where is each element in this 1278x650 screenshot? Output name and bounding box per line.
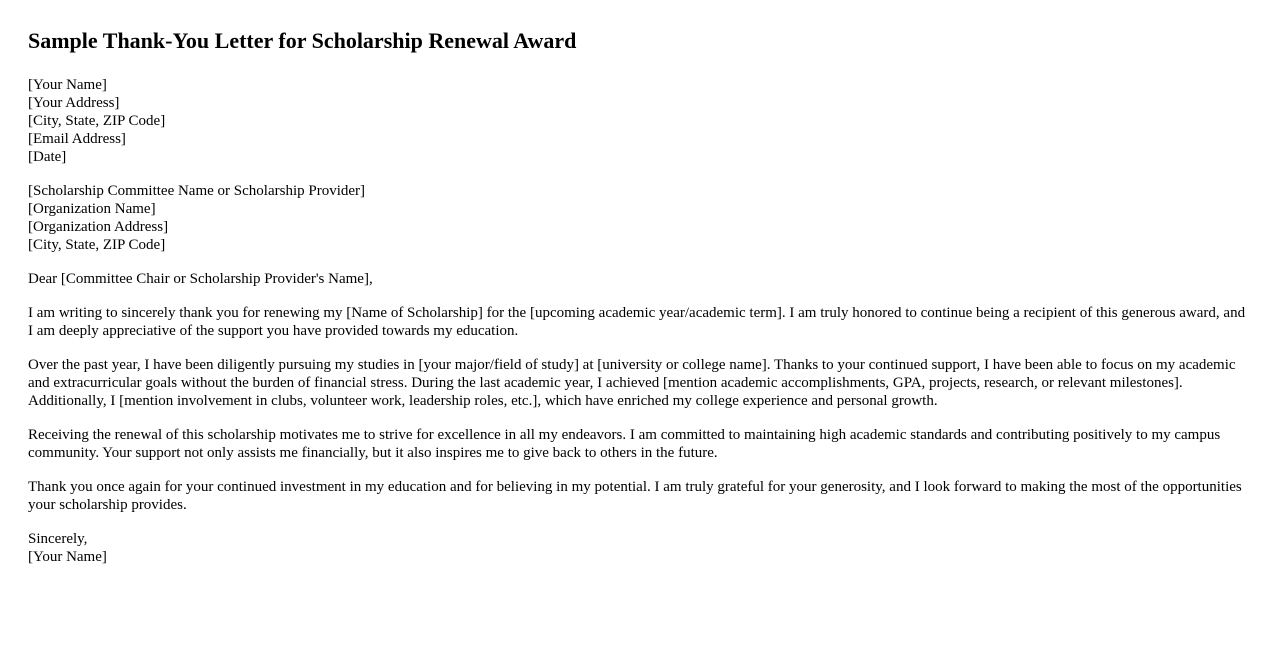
page-title: Sample Thank-You Letter for Scholarship Renewal Award (28, 28, 577, 53)
sender-email: [Email Address] (28, 131, 126, 147)
sender-address-block (28, 76, 1250, 166)
body-paragraph: I am writing to sincerely thank you for renewing my [Name of Scholarship] for the [upcoming academic year/academic term]. I am truly honored to continue being a recipient of this generous award, and I am deeply appreciative of the support you have provided towards my education. (28, 305, 1246, 339)
recipient-city-state-zip: [City, State, ZIP Code] (28, 237, 166, 253)
signature-name: [Your Name] (28, 549, 107, 565)
salutation: Dear [Committee Chair or Scholarship Provider's Name], (28, 271, 373, 287)
valediction: Sincerely, (28, 531, 88, 547)
closing-block (28, 530, 1250, 566)
body-paragraph: Receiving the renewal of this scholarship motivates me to strive for excellence in all my endeavors. I am committed to maintaining high academic standards and contributing positively to my campus community. Your support not only assists me financially, but it also inspires me to give back to others in the future. (28, 427, 1221, 461)
body-paragraph: Thank you once again for your continued investment in my education and for believing in my potential. I am truly grateful for your generosity, and I look forward to making the most of the opportunities your scholarship provides. (28, 479, 1242, 513)
recipient-address: [Organization Address] (28, 219, 169, 235)
recipient-organization: [Organization Name] (28, 201, 156, 217)
letter-date: [Date] (28, 149, 67, 165)
body-paragraph: Over the past year, I have been diligently pursuing my studies in [your major/field of study] at [university or college name]. Thanks to your continued support, I have been able to focus on my academic and extracurricular goals without the burden of financial stress. During the last academic year, I achieved [mention academic accomplishments, GPA, projects, research, or relevant milestones]. Additionally, I [mention involvement in clubs, volunteer work, leadership roles, etc.], which have enriched my college experience and personal growth. (28, 357, 1236, 409)
recipient-address-block (28, 182, 1250, 254)
sender-name: [Your Name] (28, 77, 107, 93)
recipient-committee: [Scholarship Committee Name or Scholarship Provider] (28, 183, 366, 199)
sender-city-state-zip: [City, State, ZIP Code] (28, 113, 166, 129)
sender-address: [Your Address] (28, 95, 120, 111)
